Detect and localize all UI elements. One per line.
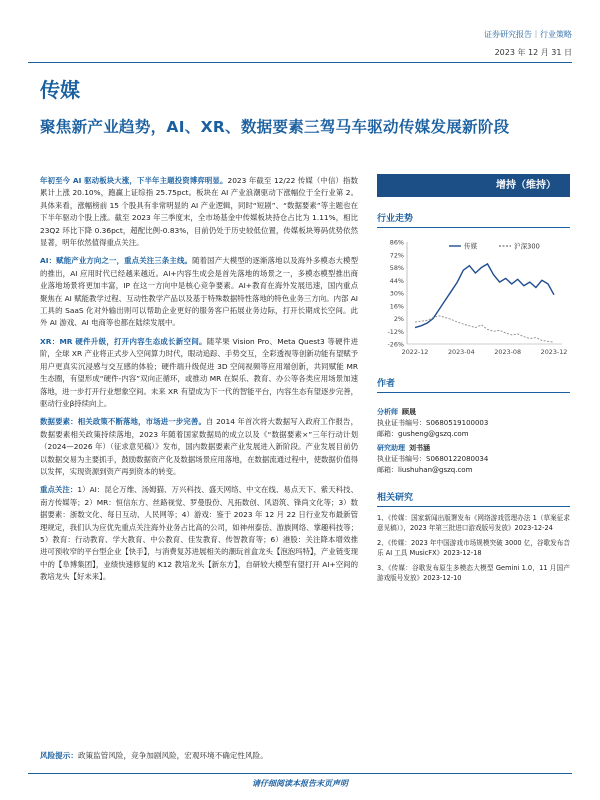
paragraph-market bbox=[40, 175, 358, 249]
rating-badge: 增持（维持） bbox=[377, 174, 570, 197]
risk-warning bbox=[40, 750, 358, 761]
related-item[interactable]: 1、《传媒：国家新闻出版署发布《网络游戏管理办法 1（草案征求意见稿）》，2023 年第三批进口游戏版号发放》2023-12-24 bbox=[377, 514, 570, 533]
authors-list bbox=[377, 407, 570, 476]
x-tick-label: 2023-12 bbox=[540, 348, 568, 356]
y-tick-label: -12% bbox=[387, 327, 404, 336]
paragraph-ai bbox=[40, 255, 358, 329]
trend-chart-svg bbox=[377, 234, 570, 362]
author-email[interactable]: 邮箱：gusheng@gszq.com bbox=[377, 430, 469, 438]
y-tick-label: 44% bbox=[389, 276, 404, 285]
paragraph-lead: 重点关注： bbox=[40, 485, 78, 495]
author-cert: 执业证书编号：S0680519100003 bbox=[377, 419, 489, 427]
industry-title: 传媒 bbox=[40, 78, 80, 102]
report-type: 证券研究报告｜行业策略 bbox=[484, 30, 572, 39]
paragraph-lead: 数据要素：相关政策不断落地，市场进一步完善。 bbox=[40, 417, 207, 427]
paragraph-lead: 年初至今 AI 驱动板块大涨，下半年主题投资博弈明显。 bbox=[40, 176, 228, 185]
y-tick-label: 86% bbox=[389, 238, 404, 247]
author-email[interactable]: 邮箱：liushuhan@gszq.com bbox=[377, 466, 473, 474]
y-tick-label: 30% bbox=[389, 289, 404, 298]
sidebar bbox=[377, 174, 570, 587]
y-tick-label: 72% bbox=[389, 251, 404, 260]
y-tick-label: 16% bbox=[389, 302, 404, 311]
report-date: 2023 年 12 月 31 日 bbox=[494, 48, 572, 57]
header-divider bbox=[28, 62, 572, 63]
report-header bbox=[484, 28, 572, 57]
paragraph-key-focus bbox=[40, 484, 358, 583]
paragraph-body: 自 2014 年首次将大数据写入政府工作报告，数据要素相关政策持续落地，2023 年随着国家数据局的成立以及《“数据要素×”三年行动计划（2024—2026 年）（征求意见稿）》发布，国内数据要素产业发展进入新阶段。产业发展目前仍以数据交易为主要抓手，鼓励数据资产化及数据场景应用落地，在数据流通过程中，使数据价值得以发挥，实现资源到资产再到资本的转变。 bbox=[40, 417, 358, 476]
trend-chart bbox=[377, 234, 570, 362]
author-cert: 执业证书编号：S0680122080034 bbox=[377, 455, 489, 463]
related-title: 相关研究 bbox=[377, 490, 570, 507]
legend-label: 沪深300 bbox=[514, 242, 540, 251]
series-line-hs300 bbox=[415, 316, 554, 342]
footer-disclaimer: 请仔细阅读本报告末页声明 bbox=[252, 779, 348, 788]
author-name: 顾晟 bbox=[402, 408, 416, 416]
related-list bbox=[377, 513, 570, 583]
author-role: 分析师 bbox=[377, 408, 398, 416]
risk-lead: 风险提示： bbox=[40, 751, 78, 760]
y-tick-label: -26% bbox=[387, 340, 404, 349]
x-tick-label: 2023-04 bbox=[447, 348, 475, 356]
paragraph-body: 随苹果 Vision Pro、Meta Quest3 等硬件进阶，全球 XR 产业将正式步入空间算力时代，眼动追踪、手势交互，全彩透视等创新功能有望赋予用户更真实沉浸感与交互感的体验；硬件端升级促进 3D 空间视频等应用端创新，共同赋能 MR 生态圈，有望形成“硬件-内容”双向正循环，或推动 MR 在娱乐、教育、办公等各类应用场景加速落地，进一步打开行业想象空间。未来 XR 有望成为下一代的智能平台，内容生态有望逐步完善，驱动行业β持续向上。 bbox=[40, 336, 358, 408]
paragraph-lead: XR：MR 硬件升级，打开内容生态成长新空间。 bbox=[40, 336, 207, 346]
x-tick-label: 2022-12 bbox=[401, 348, 429, 356]
authors-title: 作者 bbox=[377, 376, 570, 393]
paragraph-lead: AI：赋能产业方向之一，重点关注三条主线。 bbox=[40, 256, 193, 266]
related-item[interactable]: 3、《传媒：谷歌发布原生多模态大模型 Gemini 1.0，11 月国产游戏版号发放》2023-12-10 bbox=[377, 563, 570, 583]
author-entry bbox=[377, 407, 570, 440]
x-tick-label: 2023-08 bbox=[494, 348, 522, 356]
report-headline: 聚焦新产业趋势，AI、XR、数据要素三驾马车驱动传媒发展新阶段 bbox=[40, 118, 510, 136]
paragraph-data-elements bbox=[40, 416, 358, 478]
related-item[interactable]: 2、《传媒：2023 年中国游戏市场规模突破 3000 亿，谷歌发布音乐 AI 工具 MusicFX》2023-12-18 bbox=[377, 538, 570, 558]
series-line-media bbox=[415, 264, 554, 328]
author-name: 刘书涵 bbox=[409, 444, 430, 452]
y-tick-label: 58% bbox=[389, 264, 404, 272]
legend-label: 传媒 bbox=[464, 242, 478, 251]
y-tick-label: 2% bbox=[393, 315, 404, 323]
risk-body: 政策监管风险，竞争加剧风险，宏观环境不确定性风险。 bbox=[77, 751, 268, 760]
paragraph-body: 2023 年截至 12/22 传媒（中信）指数累计上涨 20.10%，跑赢上证综指 25.75pct。板块在 AI 产业浪潮驱动下涨幅位于全行业第 2。具体来看，涨幅榜前 15 个股具有非常明显的 AI 产业逻辑，同时“短剧”、“数据要素”等主题也在下半年驱动个股上涨。截至 2023 年三季度末，全市场基金中传媒板块持仓占比为 1.11%，相比 23Q2 环比下降 0.36pct，超配比例-0.83%，目前仍处于历史较低位置，传媒板块筹码优势依然显著，明年依然值得重点关注。 bbox=[40, 176, 358, 248]
trend-title: 行业走势 bbox=[377, 211, 570, 228]
footer-divider bbox=[28, 773, 572, 774]
paragraph-body: 随着国产大模型的逐渐落地以及海外多模态大模型的推出，AI 应用时代已经越来越近。AI+内容生成会是首先落地的场景之一，多模态模型推出商业落地场景将更加丰富，IP 在这一方向中是核心竞争要素。AI+教育在海外发展迅速，国内重点聚焦在 AI 赋能教学过程、互动性教学产品以及基于特殊数据特性落地的特色业务三方向。内部 AI 工具的 SaaS 化对外输出则可以帮助企业更好的服务客户拓展业务边际，打开长期成长空间。此外 AI 游戏、AI 电商等也都在陆续发展中。 bbox=[40, 256, 358, 328]
paragraph-body: 1）AI：昆仑万维、汤姆猫、万兴科技、盛天网络、中文在线、易点天下、紫天科技、南方传媒等；2）MR：恒信东方、丝路视觉、罗曼股份、凡拓数创、风语筑、锋尚文化等；3）数据要素：浙数文化、每日互动、人民网等；4）游戏：鉴于 2023 年 12 月 22 日行业发布最新管理规定，我们认为应优先重点关注海外业务占比高的公司，如神州泰岳、游族网络、掌趣科技等；5）教育：行动教育、学大教育、中公教育、佳发教育、传智教育等；6）港股：关注降本增效推进可预收窄的平台型企业【快手】，与消费复苏进展相关的潮玩首盒龙头【泡泡玛特】，产业链变现中的【阜博集团】，业绩快速修复的 K12 教培龙头【新东方】，自研较大模型有望打开 AI+空间的教培龙头【好未来】。 bbox=[40, 485, 358, 582]
summary-column bbox=[40, 175, 358, 590]
author-entry bbox=[377, 443, 570, 476]
paragraph-xr bbox=[40, 336, 358, 410]
author-role: 研究助理 bbox=[377, 444, 405, 452]
